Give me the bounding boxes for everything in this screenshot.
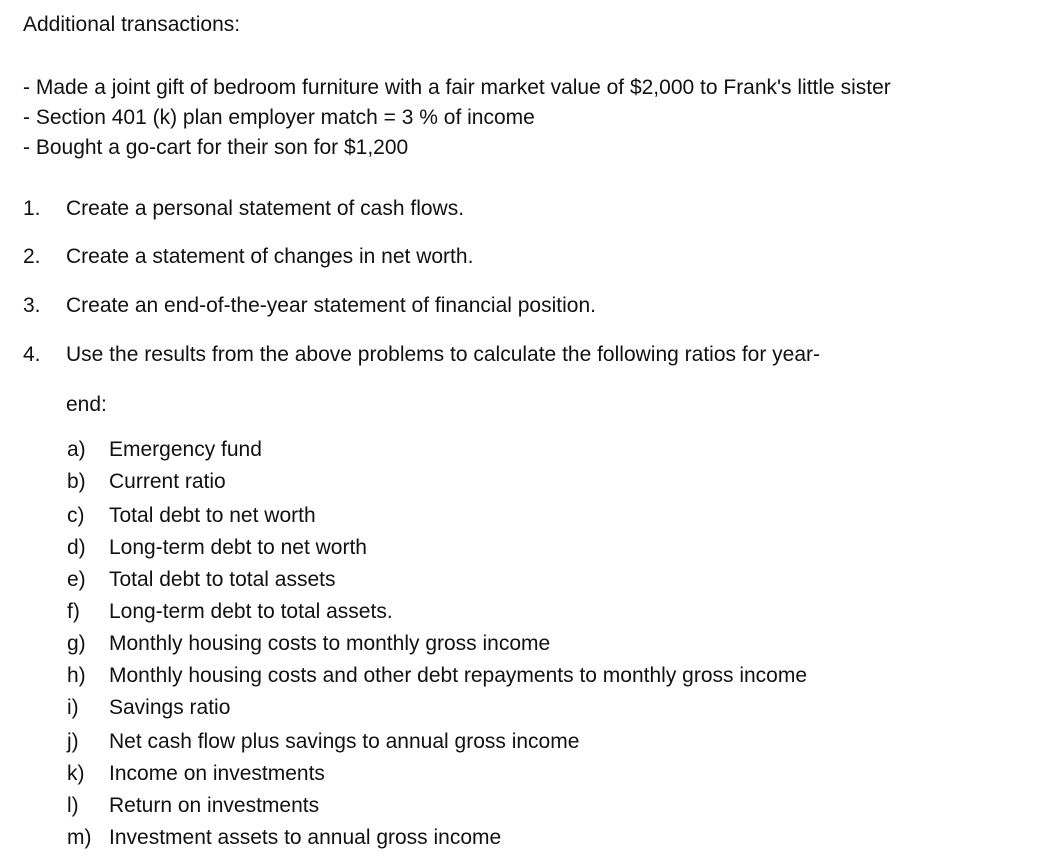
ratio-text: Savings ratio [109,696,231,719]
ratio-text: Total debt to net worth [109,504,316,527]
ratio-text: Emergency fund [109,438,262,461]
transaction-item: - Bought a go-cart for their son for $1,200 [23,136,409,159]
ratio-text: Monthly housing costs and other debt repayments to monthly gross income [109,664,808,687]
ratio-label: l) [67,794,79,817]
ratio-text: Net cash flow plus savings to annual gross income [109,730,580,753]
ratio-label: d) [67,536,86,559]
transaction-item: - Section 401 (k) plan employer match = 3 % of income [23,106,535,129]
ratio-label: k) [67,762,85,785]
ratio-label: j) [67,730,79,753]
question-number: 4. [23,343,41,366]
ratio-text: Income on investments [109,762,325,785]
ratio-text: Monthly housing costs to monthly gross income [109,632,551,655]
transaction-item: - Made a joint gift of bedroom furniture with a fair market value of $2,000 to Frank's little sister [23,76,891,99]
ratio-text: Long-term debt to total assets. [109,600,393,623]
question-text: Use the results from the above problems to calculate the following ratios for year- [66,343,821,366]
ratio-label: m) [67,826,92,849]
ratio-label: c) [67,504,85,527]
ratio-label: b) [67,470,86,493]
ratio-label: f) [67,600,80,623]
ratio-label: i) [67,696,79,719]
ratio-text: Return on investments [109,794,320,817]
heading: Additional transactions: [23,13,241,36]
ratio-label: g) [67,632,86,655]
question-text: Create a personal statement of cash flows. [66,197,465,220]
question-text: Create a statement of changes in net worth. [66,245,474,268]
ratio-text: Investment assets to annual gross income [109,826,502,849]
ratio-text: Total debt to total assets [109,568,336,591]
ratio-label: h) [67,664,86,687]
question-text: Create an end-of-the-year statement of financial position. [66,294,596,317]
ratio-text: Current ratio [109,470,226,493]
ratio-label: a) [67,438,86,461]
ratio-text: Long-term debt to net worth [109,536,367,559]
question-text-continuation: end: [66,393,107,416]
question-number: 1. [23,197,41,220]
question-number: 3. [23,294,41,317]
ratio-label: e) [67,568,86,591]
question-number: 2. [23,245,41,268]
